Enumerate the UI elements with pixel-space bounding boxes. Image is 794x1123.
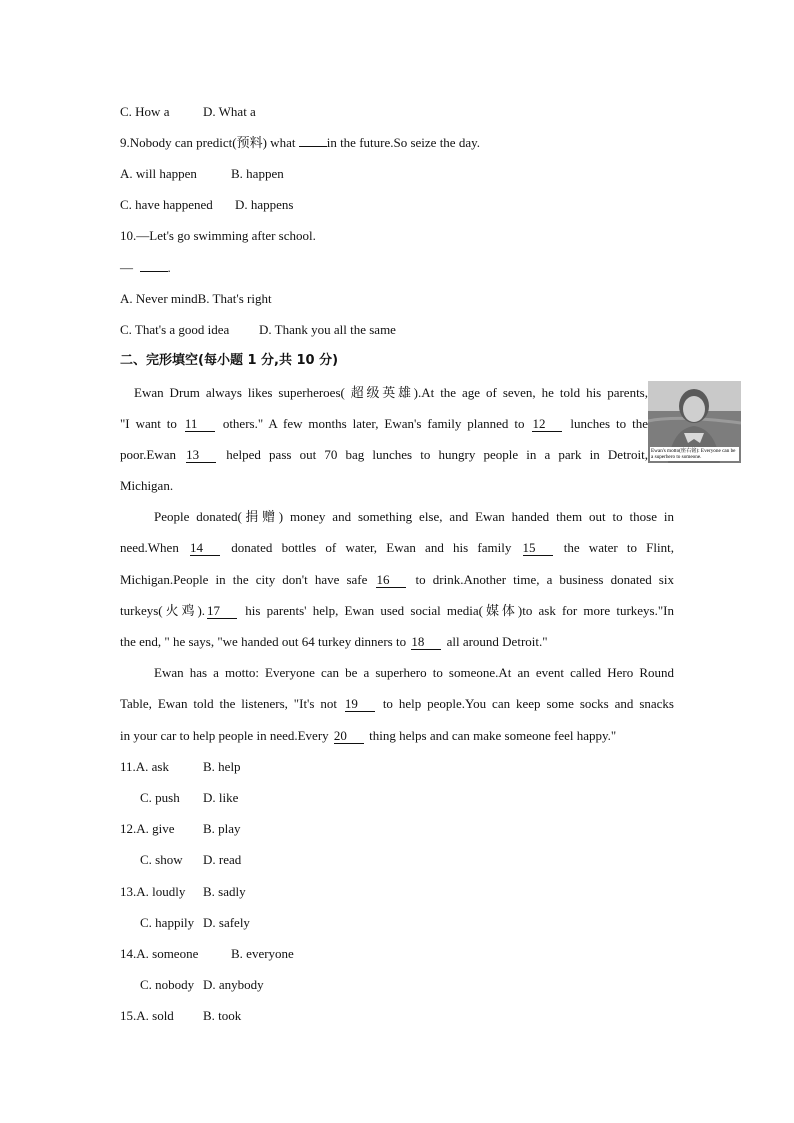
q11-option-d: D. like <box>203 790 239 805</box>
p3-line-1: Ewan has a motto: Everyone can be a superhero to someone.At an event called Hero Round <box>154 665 674 680</box>
p1-line-3 <box>120 446 648 464</box>
q15-options-ab <box>120 1007 241 1025</box>
q9-option-d: D. happens <box>235 197 294 212</box>
q10-options-cd <box>120 321 396 339</box>
q11-option-c: C. push <box>140 790 180 805</box>
p1-text-6: helped pass out 70 bag lunches to hungry people in a park in Detroit, <box>218 447 648 462</box>
blank-11: 11 <box>185 417 215 432</box>
q9-blank <box>299 134 327 147</box>
blank-20: 20 <box>334 729 364 744</box>
q12-option-d: D. read <box>203 852 242 867</box>
q10-option-d: D. Thank you all the same <box>259 322 396 337</box>
q10-option-c: C. That's a good idea <box>120 322 230 337</box>
q9-option-a: A. will happen <box>120 166 197 181</box>
p3-text-3: to help people.You can keep some socks and snacks <box>376 696 674 711</box>
q12-option-b: B. play <box>203 821 241 836</box>
blank-16: 16 <box>376 573 406 588</box>
q10-dash: — <box>120 260 133 275</box>
q13-option-a: 13.A. loudly <box>120 884 186 899</box>
p3-line-3 <box>120 727 674 745</box>
p2-text-2: need.When <box>120 540 189 555</box>
q14-options-cd <box>140 976 264 994</box>
q11-option-a: 11.A. ask <box>120 759 169 774</box>
q13-option-b: B. sadly <box>203 884 246 899</box>
blank-17: 17 <box>207 604 237 619</box>
q10-period: . <box>167 260 171 275</box>
q9-option-b: B. happen <box>231 166 284 181</box>
p2-text-7: turkeys(火鸡). <box>120 603 206 618</box>
p1-line-2 <box>120 415 648 433</box>
q8-options-cd <box>120 103 256 121</box>
q12-option-c: C. show <box>140 852 183 867</box>
p2-text-10: all around Detroit." <box>443 634 548 649</box>
q14-option-c: C. nobody <box>140 977 195 992</box>
p3-text-5: thing helps and can make someone feel happy." <box>365 728 617 743</box>
q12-options-cd <box>140 851 241 869</box>
p2-text-8: his parents' help, Ewan used social media(媒体)to ask for more turkeys."In <box>239 603 674 618</box>
q13-options-cd <box>140 914 250 932</box>
blank-19: 19 <box>345 697 375 712</box>
p1-line-4: Michigan. <box>120 478 174 493</box>
p1-text-4: lunches to the <box>564 416 648 431</box>
q14-option-d: D. anybody <box>203 977 264 992</box>
q9-options-ab <box>120 165 284 183</box>
q10-option-a: A. Never mind <box>120 291 198 306</box>
q13-options-ab <box>120 883 246 901</box>
q9-option-c: C. have happened <box>120 197 213 212</box>
q14-option-a: 14.A. someone <box>120 946 199 961</box>
p1-text-5: poor.Ewan <box>120 447 185 462</box>
blank-18: 18 <box>411 635 441 650</box>
q11-options-ab <box>120 758 241 776</box>
blank-13: 13 <box>186 448 216 463</box>
p3-text-4: in your car to help people in need.Every <box>120 728 332 743</box>
q13-option-d: D. safely <box>203 915 250 930</box>
q9-stem <box>120 134 480 152</box>
q12-option-a: 12.A. give <box>120 821 175 836</box>
q9-options-cd <box>120 196 294 214</box>
p1-text-1: Ewan Drum always likes superheroes( 超级英雄).At the age of seven, he told his parents, <box>134 385 648 400</box>
p1-line-1 <box>120 384 648 402</box>
p2-text-3: donated bottles of water, Ewan and his family <box>222 540 521 555</box>
p2-text-5: Michigan.People in the city don't have safe <box>120 572 375 587</box>
q8-option-c: C. How a <box>120 104 170 119</box>
ewan-photo <box>648 381 741 463</box>
q14-options-ab <box>120 945 294 963</box>
p2-text-4: the water to Flint, <box>554 540 674 555</box>
photo-caption: Ewan's motto(座右铭): Everyone can be a superhero to someone. <box>650 447 739 461</box>
p2-line-2 <box>120 539 674 557</box>
q9-text-a: 9.Nobody can predict(预料) what <box>120 135 299 150</box>
q10-blank <box>140 259 168 272</box>
p2-line-4 <box>120 602 674 620</box>
p3-line-2 <box>120 695 674 713</box>
q10-options-ab <box>120 290 272 308</box>
p2-line-1: People donated(捐赠) money and something else, and Ewan handed them out to those in <box>154 509 674 524</box>
blank-15: 15 <box>523 541 553 556</box>
q14-option-b: B. everyone <box>231 946 294 961</box>
q8-option-d: D. What a <box>203 104 256 119</box>
q10-stem: 10.—Let's go swimming after school. <box>120 228 316 243</box>
q15-option-a: 15.A. sold <box>120 1008 174 1023</box>
q10-option-b: B. That's right <box>197 291 272 306</box>
q10-reply <box>120 259 171 277</box>
p1-text-2: "I want to <box>120 416 183 431</box>
q15-option-b: B. took <box>203 1008 242 1023</box>
section-title: 二、完形填空(每小题 1 分,共 10 分) <box>120 353 339 368</box>
q11-option-b: B. help <box>203 759 241 774</box>
p2-text-6: to drink.Another time, a business donated six <box>408 572 674 587</box>
p1-text-3: others." A few months later, Ewan's family planned to <box>216 416 531 431</box>
q13-option-c: C. happily <box>140 915 195 930</box>
q11-options-cd <box>140 789 238 807</box>
q12-options-ab <box>120 820 241 838</box>
p3-text-2: Table, Ewan told the listeners, "It's not <box>120 696 343 711</box>
p2-line-5 <box>120 633 674 651</box>
blank-14: 14 <box>190 541 220 556</box>
p2-line-3 <box>120 571 674 589</box>
q9-text-b: in the future.So seize the day. <box>326 135 481 150</box>
blank-12: 12 <box>532 417 562 432</box>
p2-text-9: the end, " he says, "we handed out 64 turkey dinners to <box>120 634 410 649</box>
